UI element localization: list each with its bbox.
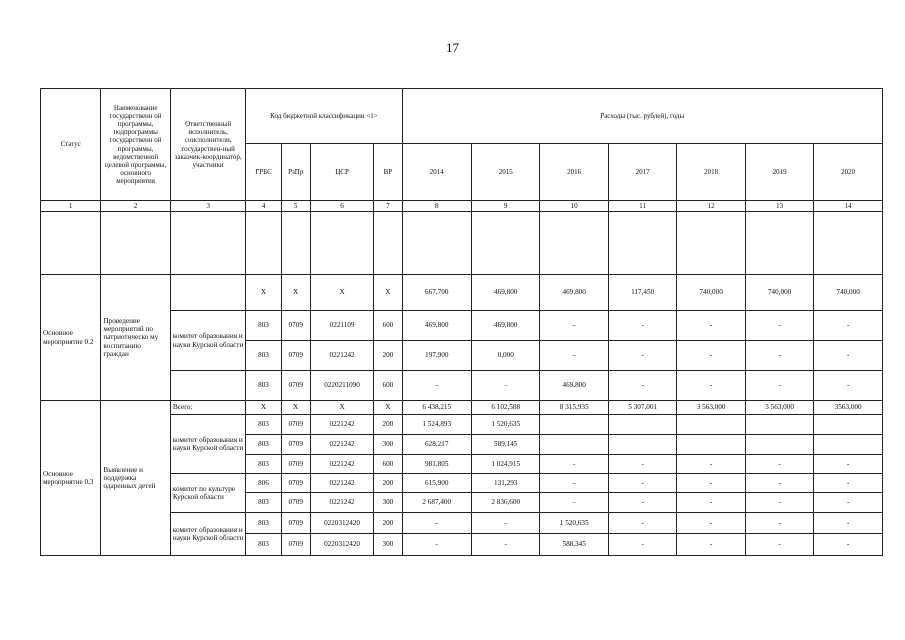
amount-cell: 6 102,588 <box>471 401 539 415</box>
amount-cell: 588,345 <box>540 534 608 556</box>
amount-cell: - <box>814 474 883 493</box>
header-budget-code: Код бюджетной классификации <1> <box>246 89 402 144</box>
amount-cell: - <box>540 493 608 513</box>
amount-cell: - <box>745 493 813 513</box>
responsible-cell: комитет образования и науки Курской области <box>170 311 246 371</box>
amount-cell: 469,800 <box>540 275 608 311</box>
code-cell: 0709 <box>281 455 310 474</box>
code-cell: 0220211090 <box>310 371 373 401</box>
amount-cell: - <box>677 341 745 371</box>
amount-cell: - <box>471 513 539 534</box>
code-cell: 600 <box>374 371 402 401</box>
code-cell: X <box>310 401 373 415</box>
page-number: 17 <box>446 40 459 55</box>
amount-cell <box>814 435 883 455</box>
amount-cell: - <box>814 493 883 513</box>
amount-cell: - <box>745 455 813 474</box>
amount-cell: - <box>540 455 608 474</box>
amount-cell <box>677 415 745 435</box>
code-cell: 200 <box>374 513 402 534</box>
responsible-cell: комитет образования и науки Курской области <box>170 415 246 474</box>
amount-cell: - <box>745 341 813 371</box>
amount-cell <box>814 415 883 435</box>
amount-cell: - <box>745 534 813 556</box>
amount-cell: 1 520,635 <box>471 415 539 435</box>
col-number: 9 <box>471 201 539 212</box>
code-cell: 0709 <box>281 534 310 556</box>
column-number-row <box>41 201 883 212</box>
header-expenses: Расходы (тыс. рублей), годы <box>402 89 883 144</box>
amount-cell: - <box>677 455 745 474</box>
col-number: 11 <box>608 201 676 212</box>
amount-cell: 469,800 <box>471 311 539 341</box>
code-cell: 0221242 <box>310 493 373 513</box>
amount-cell: 469,800 <box>540 371 608 401</box>
responsible-cell: комитет по культуре Курской области <box>170 474 246 513</box>
amount-cell: - <box>814 341 883 371</box>
header-grbs: ГРБС <box>246 144 281 201</box>
amount-cell: - <box>677 474 745 493</box>
empty-row <box>41 212 883 275</box>
code-cell: 300 <box>374 534 402 556</box>
amount-cell: - <box>745 311 813 341</box>
code-cell: 0220312420 <box>310 513 373 534</box>
code-cell: 806 <box>246 474 281 493</box>
amount-cell: 469,800 <box>402 311 471 341</box>
amount-cell: 0,000 <box>471 341 539 371</box>
header-vr: ВР <box>374 144 402 201</box>
amount-cell: 2 836,600 <box>471 493 539 513</box>
measure-status: Основное мероприятие 0.2 <box>41 275 101 401</box>
code-cell: X <box>310 275 373 311</box>
amount-cell: 3 563,000 <box>745 401 813 415</box>
amount-cell <box>677 435 745 455</box>
code-cell: 0709 <box>281 415 310 435</box>
code-cell: 803 <box>246 435 281 455</box>
amount-cell: 197,900 <box>402 341 471 371</box>
amount-cell: - <box>745 474 813 493</box>
code-cell: 300 <box>374 493 402 513</box>
amount-cell: - <box>540 341 608 371</box>
header-year: 2017 <box>608 144 676 201</box>
code-cell: 0221242 <box>310 415 373 435</box>
amount-cell: - <box>402 371 471 401</box>
amount-cell: - <box>677 311 745 341</box>
header-year: 2015 <box>471 144 539 201</box>
code-cell: 600 <box>374 455 402 474</box>
code-cell: 0221242 <box>310 455 373 474</box>
amount-cell: - <box>608 371 676 401</box>
code-cell: 803 <box>246 534 281 556</box>
amount-cell: - <box>608 455 676 474</box>
col-number: 4 <box>246 201 281 212</box>
amount-cell: - <box>608 341 676 371</box>
code-cell: 803 <box>246 513 281 534</box>
code-cell: 0221109 <box>310 311 373 341</box>
header-year: 2019 <box>745 144 813 201</box>
header-rzpr: РзПр <box>281 144 310 201</box>
amount-cell: - <box>814 311 883 341</box>
amount-cell: - <box>677 493 745 513</box>
code-cell: 0221242 <box>310 474 373 493</box>
amount-cell: 981,805 <box>402 455 471 474</box>
col-number: 6 <box>310 201 373 212</box>
code-cell: 600 <box>374 311 402 341</box>
header-csr: ЦСР <box>310 144 373 201</box>
responsible-cell <box>170 371 246 401</box>
amount-cell: 1 520,635 <box>540 513 608 534</box>
amount-cell <box>608 415 676 435</box>
code-cell: X <box>281 401 310 415</box>
code-cell: X <box>246 275 281 311</box>
amount-cell: - <box>814 371 883 401</box>
table-row <box>41 275 883 311</box>
amount-cell: 8 315,935 <box>540 401 608 415</box>
amount-cell: 2 687,400 <box>402 493 471 513</box>
code-cell: 0221242 <box>310 341 373 371</box>
code-cell: 200 <box>374 415 402 435</box>
header-year: 2014 <box>402 144 471 201</box>
code-cell: X <box>246 401 281 415</box>
total-label: Всего: <box>170 401 246 415</box>
amount-cell: 1 524,893 <box>402 415 471 435</box>
col-number: 2 <box>101 201 170 212</box>
code-cell: 803 <box>246 415 281 435</box>
amount-cell: - <box>608 534 676 556</box>
amount-cell: - <box>677 513 745 534</box>
amount-cell: - <box>814 534 883 556</box>
amount-cell: - <box>608 311 676 341</box>
code-cell: 0709 <box>281 493 310 513</box>
code-cell: 0709 <box>281 435 310 455</box>
code-cell: 803 <box>246 341 281 371</box>
amount-cell <box>745 435 813 455</box>
code-cell: 803 <box>246 311 281 341</box>
amount-cell: - <box>471 534 539 556</box>
budget-table <box>40 88 883 556</box>
code-cell: 0709 <box>281 474 310 493</box>
amount-cell: 740,000 <box>814 275 883 311</box>
amount-cell <box>540 415 608 435</box>
amount-cell: - <box>677 534 745 556</box>
col-number: 14 <box>814 201 883 212</box>
measure-name: Проведение мероприятий по патриотическо му воспитанию граждан <box>101 275 170 401</box>
code-cell: 0221242 <box>310 435 373 455</box>
amount-cell: - <box>402 534 471 556</box>
amount-cell: 3 563,000 <box>677 401 745 415</box>
measure-name: Выявление и поддержка одаренных детей <box>101 401 170 556</box>
amount-cell: - <box>814 513 883 534</box>
amount-cell: - <box>402 513 471 534</box>
amount-cell: - <box>814 455 883 474</box>
amount-cell: 3563,000 <box>814 401 883 415</box>
amount-cell: 6 438,215 <box>402 401 471 415</box>
code-cell: 200 <box>374 341 402 371</box>
amount-cell: 469,800 <box>471 275 539 311</box>
code-cell: 0709 <box>281 513 310 534</box>
header-status: Статус <box>41 89 101 201</box>
amount-cell: - <box>745 513 813 534</box>
code-cell: X <box>374 401 402 415</box>
amount-cell: 1 024,915 <box>471 455 539 474</box>
amount-cell: - <box>608 493 676 513</box>
header-name: Наименование государственн ой программы, подпрограммы государственн ой программы, ведомственной целевой программы, основного мероприятия <box>101 89 170 201</box>
code-cell: 0709 <box>281 311 310 341</box>
measure-status: Основное мероприятие 0.3 <box>41 401 101 556</box>
col-number: 5 <box>281 201 310 212</box>
code-cell: 200 <box>374 474 402 493</box>
col-number: 12 <box>677 201 745 212</box>
col-number: 1 <box>41 201 101 212</box>
amount-cell: - <box>677 371 745 401</box>
amount-cell: - <box>745 371 813 401</box>
col-number: 8 <box>402 201 471 212</box>
col-number: 13 <box>745 201 813 212</box>
code-cell: 0220312420 <box>310 534 373 556</box>
amount-cell: - <box>471 371 539 401</box>
amount-cell: 740,000 <box>745 275 813 311</box>
header-responsible: Ответственный исполнитель, соисполнители, государствен-ный заказчик-координатор, участники <box>170 89 246 201</box>
col-number: 3 <box>170 201 246 212</box>
amount-cell: 740,000 <box>677 275 745 311</box>
code-cell: 803 <box>246 493 281 513</box>
col-number: 10 <box>540 201 608 212</box>
code-cell: X <box>281 275 310 311</box>
amount-cell: - <box>540 474 608 493</box>
code-cell: X <box>374 275 402 311</box>
amount-cell <box>745 415 813 435</box>
amount-cell: 615,900 <box>402 474 471 493</box>
code-cell: 803 <box>246 371 281 401</box>
amount-cell: - <box>608 474 676 493</box>
header-year: 2020 <box>814 144 883 201</box>
col-number: 7 <box>374 201 402 212</box>
responsible-cell: комитет образования и науки Курской области <box>170 513 246 556</box>
header-year: 2016 <box>540 144 608 201</box>
code-cell: 0709 <box>281 341 310 371</box>
amount-cell: 5 307,001 <box>608 401 676 415</box>
code-cell: 300 <box>374 435 402 455</box>
header-year: 2018 <box>677 144 745 201</box>
amount-cell: 117,450 <box>608 275 676 311</box>
amount-cell <box>540 435 608 455</box>
code-cell: 803 <box>246 455 281 474</box>
code-cell: 0709 <box>281 371 310 401</box>
table-row <box>41 401 883 415</box>
responsible-cell <box>170 275 246 311</box>
amount-cell <box>608 435 676 455</box>
amount-cell: 131,293 <box>471 474 539 493</box>
amount-cell: 628,217 <box>402 435 471 455</box>
amount-cell: - <box>540 311 608 341</box>
amount-cell: 589,145 <box>471 435 539 455</box>
amount-cell: - <box>608 513 676 534</box>
amount-cell: 667,700 <box>402 275 471 311</box>
